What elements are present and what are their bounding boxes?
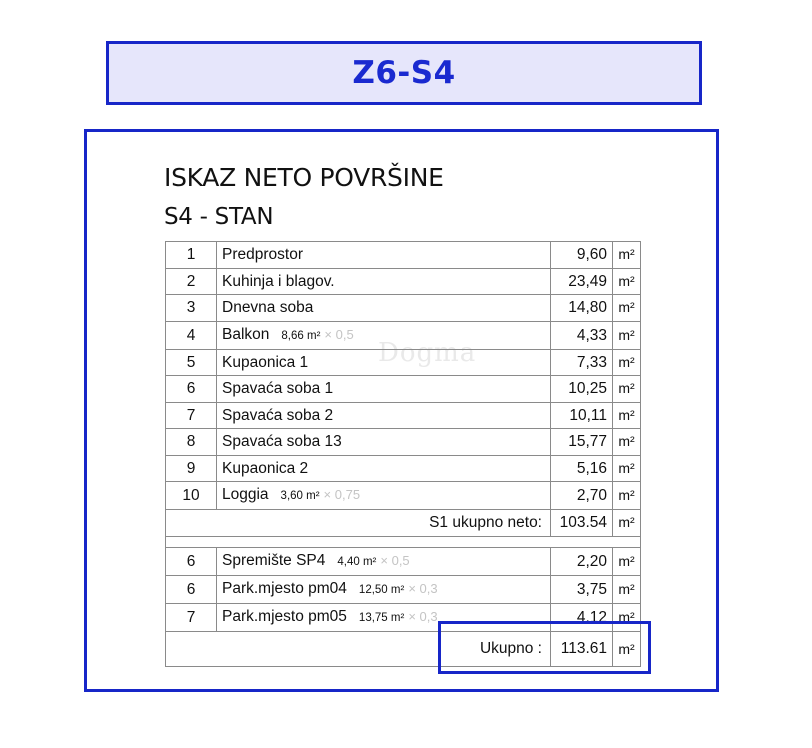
row-room — [217, 482, 551, 510]
row-unit: m² — [613, 295, 641, 322]
room-factor: × 0,5 — [324, 326, 354, 342]
room-name: Park.mjesto pm04 — [222, 579, 347, 597]
document-subtitle: S4 - STAN — [164, 204, 274, 230]
row-room — [217, 242, 551, 269]
row-number: 4 — [166, 321, 217, 349]
total-row — [166, 631, 641, 666]
row-number: 10 — [166, 482, 217, 510]
table-row — [166, 268, 641, 295]
room-name: Spremište SP4 — [222, 551, 326, 569]
row-unit: m² — [613, 429, 641, 456]
row-number: 2 — [166, 268, 217, 295]
row-area-value: 2,70 — [551, 482, 613, 510]
room-name: Balkon — [222, 325, 270, 343]
subtotal-value: 103.54 — [551, 510, 613, 537]
row-unit: m² — [613, 349, 641, 376]
table-row — [166, 295, 641, 322]
row-number: 7 — [166, 402, 217, 429]
row-room — [217, 547, 551, 575]
row-number: 6 — [166, 575, 217, 603]
room-gross-area: 4,40 m² — [337, 555, 377, 568]
total-label: Ukupno : — [166, 631, 551, 666]
room-gross-area: 13,75 m² — [358, 611, 405, 624]
row-unit: m² — [613, 402, 641, 429]
row-room — [217, 321, 551, 349]
room-name: Loggia — [222, 486, 269, 503]
row-number: 6 — [166, 547, 217, 575]
table-row — [166, 402, 641, 429]
row-area-value: 2,20 — [551, 547, 613, 575]
row-number: 9 — [166, 455, 217, 482]
table-row — [166, 429, 641, 456]
row-area-value: 14,80 — [551, 295, 613, 322]
row-room — [217, 402, 551, 429]
table-row — [166, 603, 641, 631]
room-name: Kupaonica 1 — [222, 353, 309, 371]
row-room — [217, 376, 551, 403]
area-table — [165, 241, 641, 667]
header-banner — [106, 41, 702, 105]
row-unit: m² — [613, 242, 641, 269]
row-number: 3 — [166, 295, 217, 322]
table-row — [166, 455, 641, 482]
row-room — [217, 349, 551, 376]
room-name: Kupaonica 2 — [222, 459, 309, 477]
table-row — [166, 376, 641, 403]
room-factor: × 0,3 — [408, 580, 438, 596]
row-number: 5 — [166, 349, 217, 376]
room-gross-area: 3,60 m² — [280, 490, 320, 502]
room-name: Spavaća soba 1 — [222, 380, 334, 398]
row-area-value: 5,16 — [551, 455, 613, 482]
room-factor: × 0,5 — [380, 552, 410, 568]
table-row — [166, 321, 641, 349]
subtotal-label: S1 ukupno neto: — [166, 510, 551, 537]
subtotal-unit: m² — [613, 510, 641, 537]
row-room — [217, 429, 551, 456]
row-unit: m² — [613, 321, 641, 349]
total-unit: m² — [613, 631, 641, 666]
row-unit: m² — [613, 575, 641, 603]
spacer-row — [166, 536, 641, 547]
room-name: Dnevna soba — [222, 299, 314, 317]
row-number: 6 — [166, 376, 217, 403]
row-number: 7 — [166, 603, 217, 631]
room-factor: × 0,3 — [408, 608, 438, 624]
row-unit: m² — [613, 482, 641, 510]
row-room — [217, 603, 551, 631]
row-area-value: 9,60 — [551, 242, 613, 269]
total-value: 113.61 — [551, 631, 613, 666]
room-name: Spavaća soba 13 — [222, 433, 342, 451]
table-row — [166, 575, 641, 603]
row-room — [217, 575, 551, 603]
row-unit: m² — [613, 455, 641, 482]
document-title: ISKAZ NETO POVRŠINE — [164, 163, 444, 192]
row-area-value: 15,77 — [551, 429, 613, 456]
watermark-logo: Dogma — [378, 338, 477, 368]
row-area-value: 23,49 — [551, 268, 613, 295]
table-row — [166, 547, 641, 575]
row-area-value: 3,75 — [551, 575, 613, 603]
table-row — [166, 349, 641, 376]
row-area-value: 4,12 — [551, 603, 613, 631]
table-row — [166, 482, 641, 510]
room-gross-area: 8,66 m² — [281, 329, 321, 342]
row-room — [217, 268, 551, 295]
room-name: Predprostor — [222, 246, 303, 264]
row-unit: m² — [613, 376, 641, 403]
row-area-value: 10,11 — [551, 402, 613, 429]
room-factor: × 0,75 — [323, 487, 361, 502]
room-name: Spavaća soba 2 — [222, 406, 334, 424]
table-row — [166, 242, 641, 269]
row-unit: m² — [613, 547, 641, 575]
row-area-value: 10,25 — [551, 376, 613, 403]
room-name: Park.mjesto pm05 — [222, 607, 347, 625]
row-area-value: 4,33 — [551, 321, 613, 349]
row-unit: m² — [613, 268, 641, 295]
row-number: 1 — [166, 242, 217, 269]
room-gross-area: 12,50 m² — [358, 583, 405, 596]
subtotal-row — [166, 510, 641, 537]
row-room — [217, 455, 551, 482]
row-area-value: 7,33 — [551, 349, 613, 376]
row-room — [217, 295, 551, 322]
room-name: Kuhinja i blagov. — [222, 272, 335, 290]
header-title: Z6-S4 — [352, 55, 456, 91]
row-unit: m² — [613, 603, 641, 631]
row-number: 8 — [166, 429, 217, 456]
